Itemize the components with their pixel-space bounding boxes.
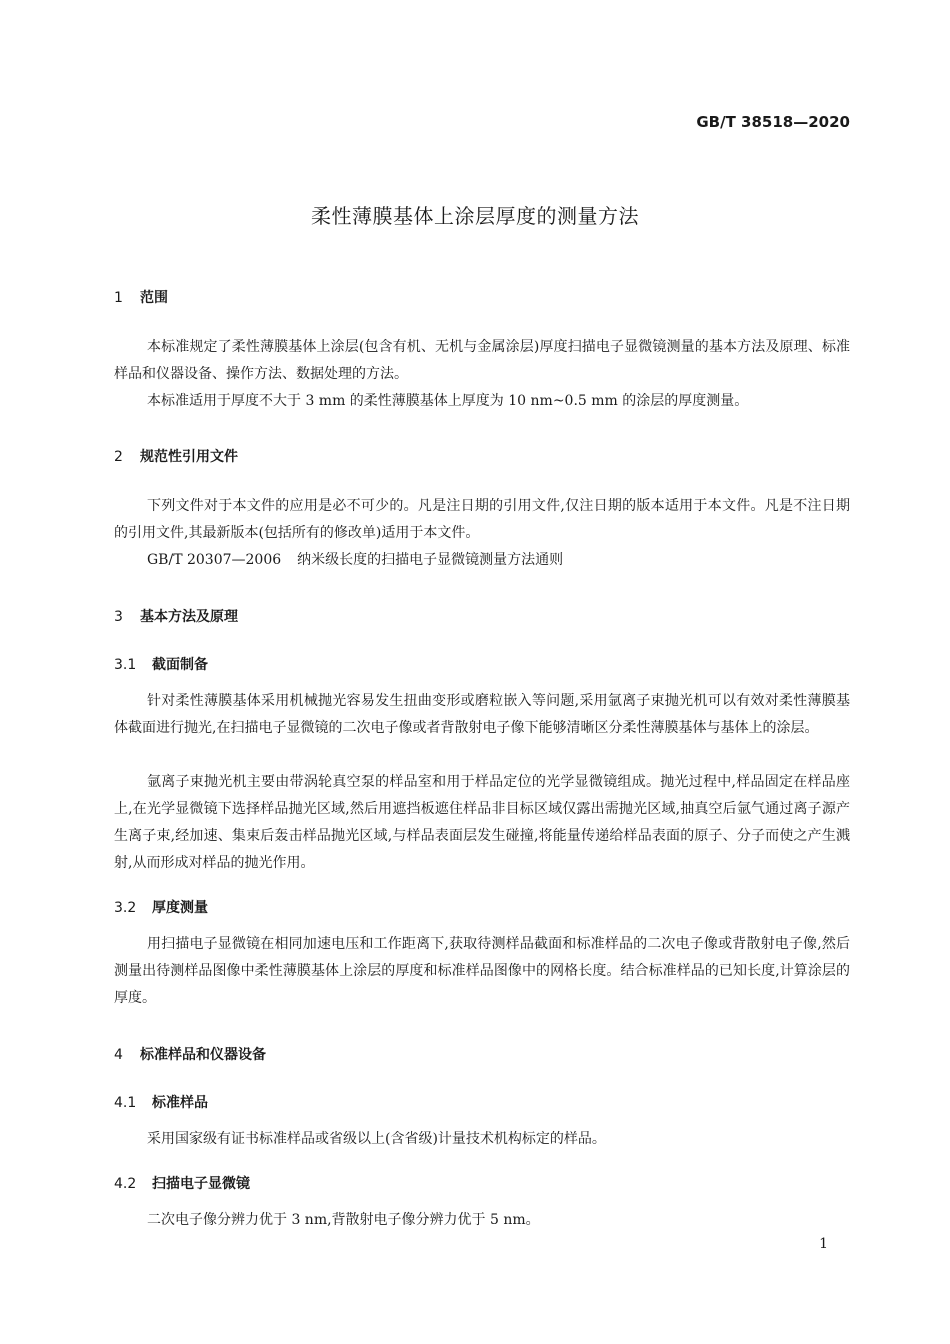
section-heading-3-1 [114, 654, 208, 674]
section-title: 截面制备 [152, 657, 208, 673]
section-title: 厚度测量 [152, 900, 208, 916]
paragraph: 针对柔性薄膜基体采用机械抛光容易发生扭曲变形或磨粒嵌入等问题,采用氩离子束抛光机可以有效对柔性薄膜基体截面进行抛光,在扫描电子显微镜的二次电子像或者背散射电子像下能够清晰区分柔性薄膜基体与基体上的涂层。 [114, 693, 850, 736]
document-title: 柔性薄膜基体上涂层厚度的测量方法 [311, 204, 639, 228]
section-title: 范围 [140, 290, 168, 306]
section-title: 扫描电子显微镜 [152, 1176, 250, 1192]
paragraph: 采用国家级有证书标准样品或省级以上(含省级)计量技术机构标定的样品。 [147, 1131, 606, 1147]
paragraph: 二次电子像分辨力优于 3 nm,背散射电子像分辨力优于 5 nm。 [147, 1212, 540, 1228]
section-title: 基本方法及原理 [140, 609, 238, 625]
section-title: 标准样品和仪器设备 [140, 1047, 266, 1063]
section-heading-3 [114, 606, 238, 626]
section-number: 3.2 [114, 900, 137, 916]
section-heading-4-1 [114, 1092, 208, 1112]
reference-title: 纳米级长度的扫描电子显微镜测量方法通则 [297, 552, 564, 568]
section-title: 标准样品 [152, 1095, 208, 1111]
reference-code: GB/T 20307—2006 [147, 552, 282, 568]
section-heading-4-2 [114, 1173, 250, 1193]
paragraph: 氩离子束抛光机主要由带涡轮真空泵的样品室和用于样品定位的光学显微镜组成。抛光过程中,样品固定在样品座上,在光学显微镜下选择样品抛光区域,然后用遮挡板遮住样品非目标区域仅露出需抛光区域,抽真空后氩气通过离子源产生离子束,经加速、集束后轰击样品抛光区域,与样品表面层发生碰撞,将能量传递给样品表面的原子、分子而使之产生溅射,从而形成对样品的抛光作用。 [114, 774, 850, 871]
section-number: 4.1 [114, 1095, 137, 1111]
section-title: 规范性引用文件 [140, 449, 238, 465]
paragraph: 用扫描电子显微镜在相同加速电压和工作距离下,获取待测样品截面和标准样品的二次电子像或背散射电子像,然后测量出待测样品图像中柔性薄膜基体上涂层的厚度和标准样品图像中的网格长度。结合标准样品的已知长度,计算涂层的厚度。 [114, 936, 850, 1006]
section-heading-1 [114, 287, 168, 307]
section-heading-3-2 [114, 897, 208, 917]
normative-reference [147, 547, 563, 574]
standard-number: GB/T 38518—2020 [696, 113, 850, 131]
paragraph: 本标准适用于厚度不大于 3 mm 的柔性薄膜基体上厚度为 10 nm~0.5 mm 的涂层的厚度测量。 [147, 393, 749, 409]
section-number: 2 [114, 449, 123, 465]
section-number: 4 [114, 1047, 123, 1063]
paragraph: 下列文件对于本文件的应用是必不可少的。凡是注日期的引用文件,仅注日期的版本适用于本文件。凡是不注日期的引用文件,其最新版本(包括所有的修改单)适用于本文件。 [114, 498, 850, 541]
page-number: 1 [819, 1236, 828, 1252]
section-number: 3.1 [114, 657, 137, 673]
section-heading-2 [114, 446, 238, 466]
section-number: 3 [114, 609, 123, 625]
section-heading-4 [114, 1044, 266, 1064]
section-number: 1 [114, 290, 123, 306]
section-number: 4.2 [114, 1176, 137, 1192]
paragraph: 本标准规定了柔性薄膜基体上涂层(包含有机、无机与金属涂层)厚度扫描电子显微镜测量的基本方法及原理、标准样品和仪器设备、操作方法、数据处理的方法。 [114, 339, 850, 382]
